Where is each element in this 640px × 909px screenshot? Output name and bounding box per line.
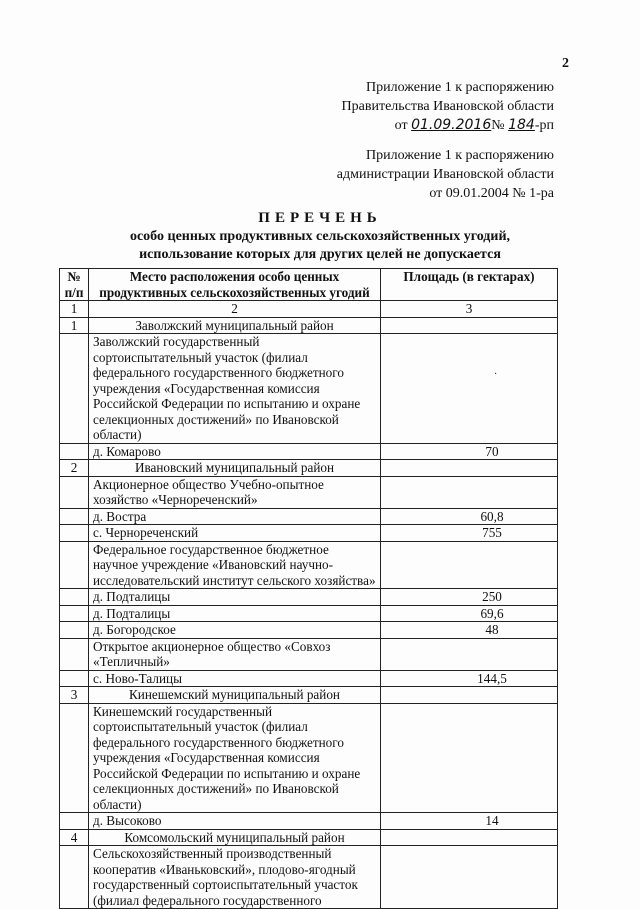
title-main: ПЕРЕЧЕНЬ — [258, 210, 382, 226]
row-number — [60, 813, 89, 830]
table-row — [60, 670, 558, 687]
scan-speck: · — [494, 369, 498, 380]
number-sign: № — [491, 118, 505, 133]
area-value: 70 — [381, 443, 558, 460]
appendix-government-date-line — [342, 116, 554, 135]
table-row — [60, 589, 558, 606]
title-line2: особо ценных продуктивных сельскохозяйственных угодий, — [129, 229, 511, 244]
table-row — [60, 525, 558, 542]
table-row — [60, 703, 558, 813]
area-value: 250 — [381, 589, 558, 606]
location-name: Сельскохозяйственный производственный кооператив «Иваньковский», плодово-ягодный государственный сортоиспытательный участок (филиал федерального государственного — [89, 846, 381, 909]
handwritten-number: 184 — [508, 117, 535, 133]
area-value: 60,8 — [381, 508, 558, 525]
district-name: Комсомольский муниципальный район — [89, 829, 381, 846]
table-row — [60, 334, 558, 444]
row-number: 4 — [60, 829, 89, 846]
location-name: Акционерное общество Учебно-опытное хозяйство «Чернореченский» — [89, 476, 381, 508]
location-name: д. Востра — [89, 508, 381, 525]
district-name: Ивановский муниципальный район — [89, 460, 381, 477]
area-value — [381, 334, 558, 444]
appendix-government-line1: Приложение 1 к распоряжению — [366, 80, 554, 95]
table-row — [60, 687, 558, 704]
table-row — [60, 443, 558, 460]
area-value: 48 — [381, 622, 558, 639]
header-number: № п/п — [60, 269, 89, 301]
page-number: 2 — [562, 56, 569, 71]
appendix-administration-line1: Приложение 1 к распоряжению — [366, 148, 554, 163]
title-line3: использование которых для других целей не допускается — [139, 247, 501, 262]
area-value — [381, 703, 558, 813]
table-row — [60, 476, 558, 508]
header-place: Место расположения особо ценных продуктивных сельскохозяйственных угодий — [89, 269, 381, 301]
table-row — [60, 829, 558, 846]
table-row — [60, 622, 558, 639]
location-name: д. Комарово — [89, 443, 381, 460]
table-row — [60, 541, 558, 589]
number-suffix: -рп — [534, 118, 554, 133]
location-name: д. Высоково — [89, 813, 381, 830]
appendix-administration-line3: от 09.01.2004 № 1-ра — [429, 186, 554, 201]
location-name: с. Ново-Талицы — [89, 670, 381, 687]
table-row — [60, 638, 558, 670]
row-number — [60, 443, 89, 460]
table-row — [60, 508, 558, 525]
location-name: д. Богородское — [89, 622, 381, 639]
row-number: 3 — [60, 687, 89, 704]
handwritten-date: 01.09.2016 — [411, 117, 492, 133]
location-name: Открытое акционерное общество «Совхоз «Тепличный» — [89, 638, 381, 670]
date-prefix: от — [394, 118, 408, 133]
location-name: с. Чернореченский — [89, 525, 381, 542]
appendix-administration-line2: администрации Ивановской области — [336, 167, 554, 182]
row-number — [60, 638, 89, 670]
appendix-administration — [337, 146, 554, 203]
document-title — [0, 208, 640, 264]
row-number: 2 — [60, 460, 89, 477]
land-list-table — [59, 268, 558, 909]
area-value — [381, 317, 558, 334]
row-number — [60, 334, 89, 444]
appendix-government — [342, 78, 554, 135]
area-value — [381, 846, 558, 909]
row-number — [60, 525, 89, 542]
row-number — [60, 589, 89, 606]
area-value — [381, 541, 558, 589]
table-row — [60, 813, 558, 830]
col-number-1: 1 — [60, 301, 89, 318]
col-number-2: 2 — [89, 301, 381, 318]
area-value: 14 — [381, 813, 558, 830]
row-number — [60, 622, 89, 639]
row-number — [60, 476, 89, 508]
location-name: д. Подталицы — [89, 589, 381, 606]
row-number — [60, 541, 89, 589]
row-number — [60, 508, 89, 525]
row-number — [60, 670, 89, 687]
area-value — [381, 638, 558, 670]
table-row — [60, 605, 558, 622]
row-number: 1 — [60, 317, 89, 334]
area-value — [381, 460, 558, 477]
table-header-row — [60, 269, 558, 301]
district-name: Заволжский муниципальный район — [89, 317, 381, 334]
location-name: Заволжский государственный сортоиспытательный участок (филиал федерального государственного бюджетного учреждения «Государственная комиссия Российской Федерации по испытанию и охране селекционных достижений» по Ивановской области) — [89, 334, 381, 444]
row-number — [60, 703, 89, 813]
area-value — [381, 476, 558, 508]
row-number — [60, 846, 89, 909]
location-name: д. Подталицы — [89, 605, 381, 622]
table-row — [60, 846, 558, 909]
appendix-government-line2: Правительства Ивановской области — [341, 99, 554, 114]
area-value: 69,6 — [381, 605, 558, 622]
area-value: 755 — [381, 525, 558, 542]
location-name: Кинешемский государственный сортоиспытательный участок (филиал федерального государственного бюджетного учреждения «Государственная комиссия Российской Федерации по испытанию и охране селекционных достижений» по Ивановской области) — [89, 703, 381, 813]
area-value: 144,5 — [381, 670, 558, 687]
row-number — [60, 605, 89, 622]
table-row — [60, 460, 558, 477]
district-name: Кинешемский муниципальный район — [89, 687, 381, 704]
area-value — [381, 687, 558, 704]
table-row — [60, 317, 558, 334]
col-number-3: 3 — [381, 301, 558, 318]
header-area: Площадь (в гектарах) — [381, 269, 558, 301]
column-number-row — [60, 301, 558, 318]
area-value — [381, 829, 558, 846]
location-name: Федеральное государственное бюджетное научное учреждение «Ивановский научно-исследовательский институт сельского хозяйства» — [89, 541, 381, 589]
